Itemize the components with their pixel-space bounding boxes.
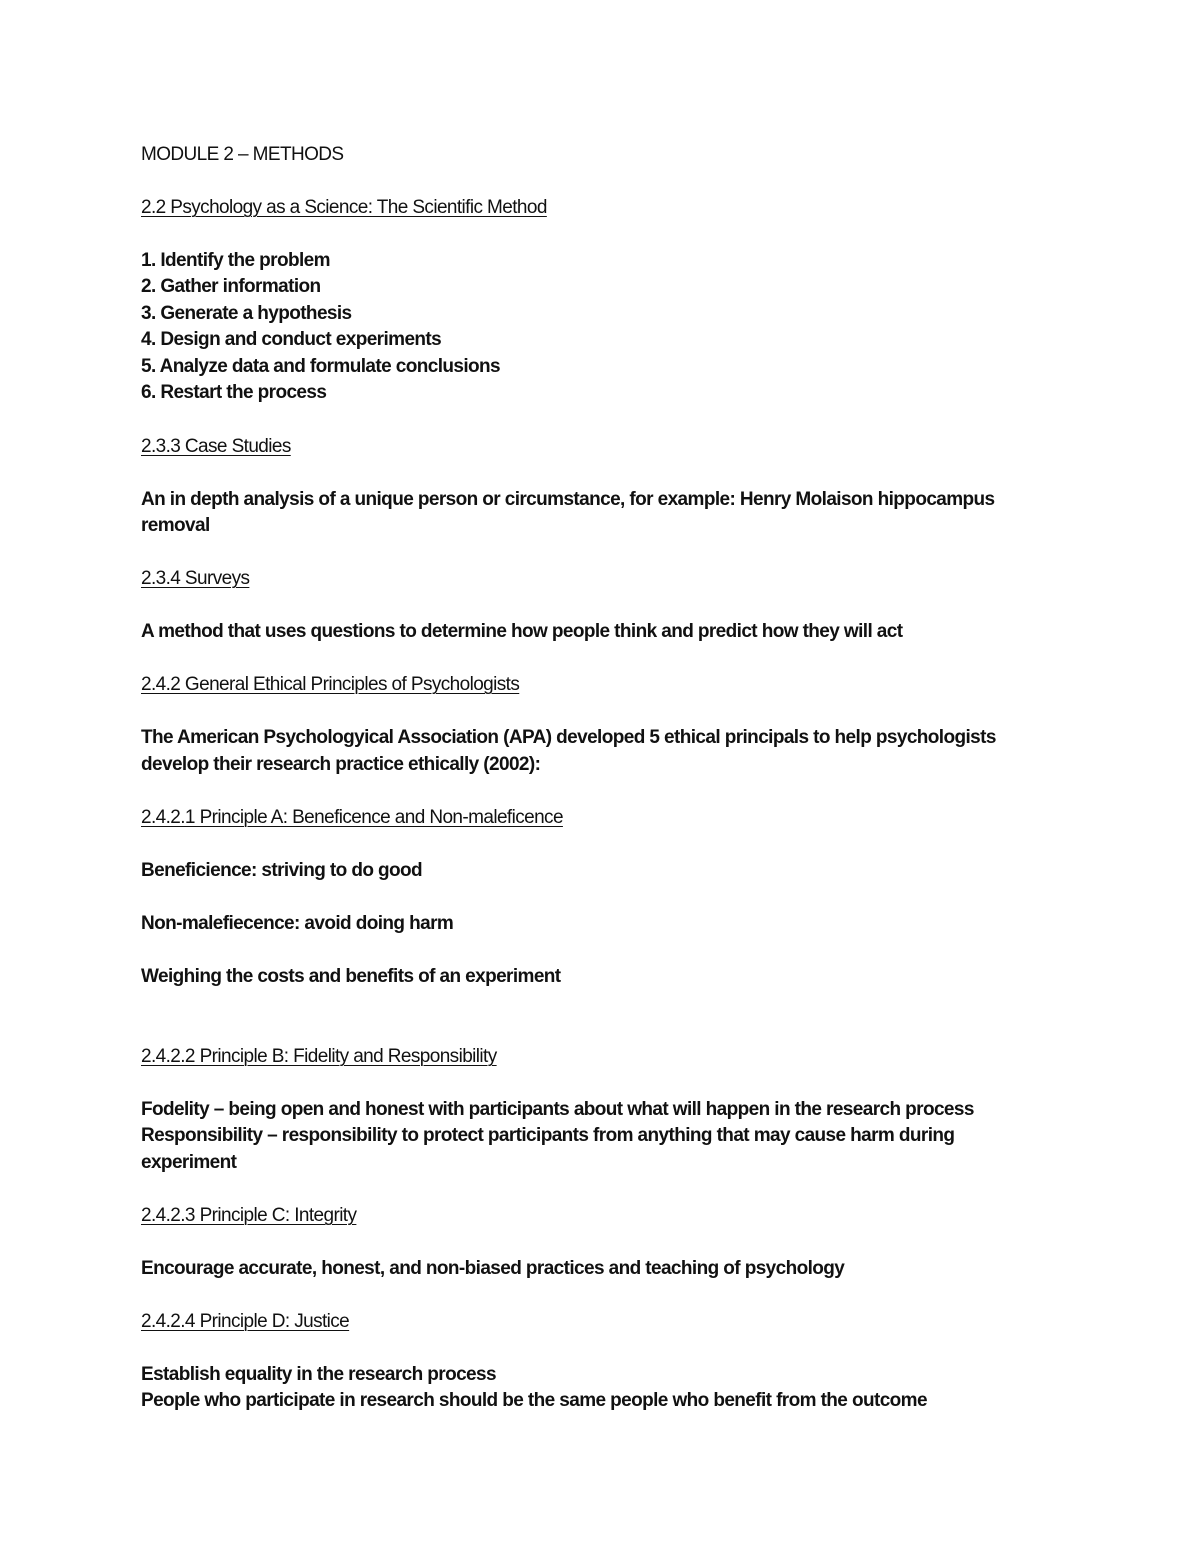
surveys-text: A method that uses questions to determine how people think and predict how they will act	[141, 621, 903, 642]
case-studies-text: An in depth analysis of a unique person or circumstance, for example: Henry Molaison hippocampus	[141, 489, 995, 510]
ethics-intro-text: develop their research practice ethically (2002):	[141, 754, 541, 775]
justice-text: People who participate in research should be the same people who benefit from the outcome	[141, 1390, 927, 1411]
section-heading-2-4-2: 2.4.2 General Ethical Principles of Psychologists	[141, 674, 520, 695]
weighing-text: Weighing the costs and benefits of an experiment	[141, 966, 561, 987]
section-heading-2-2: 2.2 Psychology as a Science: The Scientific Method	[141, 197, 547, 218]
fidelity-text: Fodelity – being open and honest with participants about what will happen in the research process	[141, 1099, 974, 1120]
step-item: 2. Gather information	[141, 276, 321, 297]
beneficience-text: Beneficience: striving to do good	[141, 860, 423, 881]
integrity-text: Encourage accurate, honest, and non-biased practices and teaching of psychology	[141, 1258, 845, 1279]
section-heading-principle-a: 2.4.2.1 Principle A: Beneficence and Non-maleficence	[141, 807, 563, 828]
justice-text: Establish equality in the research process	[141, 1364, 496, 1385]
step-item: 5. Analyze data and formulate conclusions	[141, 356, 501, 377]
case-studies-text: removal	[141, 515, 210, 536]
responsibility-text: experiment	[141, 1152, 237, 1173]
responsibility-text: Responsibility – responsibility to protect participants from anything that may cause harm during	[141, 1125, 955, 1146]
page-title: MODULE 2 – METHODS	[141, 144, 344, 165]
section-heading-principle-b: 2.4.2.2 Principle B: Fidelity and Responsibility	[141, 1046, 497, 1067]
step-item: 6. Restart the process	[141, 382, 327, 403]
section-heading-2-3-3: 2.3.3 Case Studies	[141, 436, 291, 457]
step-item: 4. Design and conduct experiments	[141, 329, 442, 350]
ethics-intro-text: The American Psychologyical Association (APA) developed 5 ethical principals to help psychologists	[141, 727, 996, 748]
section-heading-principle-c: 2.4.2.3 Principle C: Integrity	[141, 1205, 357, 1226]
nonmaleficence-text: Non-malefiecence: avoid doing harm	[141, 913, 454, 934]
section-heading-2-3-4: 2.3.4 Surveys	[141, 568, 250, 589]
step-item: 1. Identify the problem	[141, 250, 330, 271]
step-item: 3. Generate a hypothesis	[141, 303, 352, 324]
section-heading-principle-d: 2.4.2.4 Principle D: Justice	[141, 1311, 350, 1332]
